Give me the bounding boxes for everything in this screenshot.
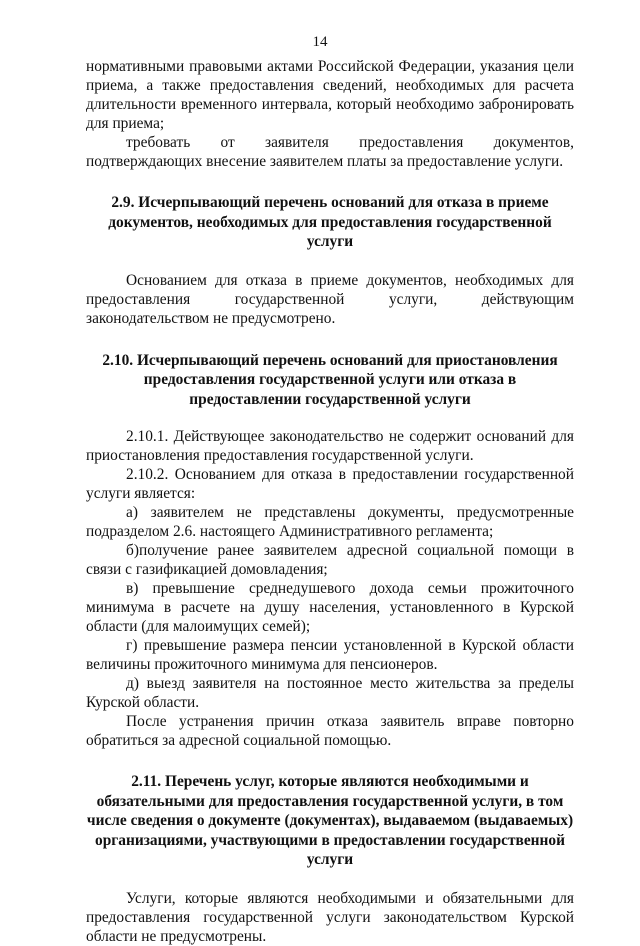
page-number: 14 bbox=[312, 34, 328, 50]
section-2-9-text: Основанием для отказа в приеме документов, необходимых для предоставления государственной услуги, действующим законодательством не предусмотрено. bbox=[86, 271, 574, 327]
page-content bbox=[86, 57, 574, 946]
paragraph-reapply: После устранения причин отказа заявитель вправе повторно обратиться за адресной социальной помощью. bbox=[86, 713, 574, 749]
paragraph-2-10-1: 2.10.1. Действующее законодательство не содержит оснований для приостановления предоставления государственной услуги. bbox=[86, 428, 574, 464]
section-heading-2-11: 2.11. Перечень услуг, которые являются необходимыми и обязательными для предоставления государственной услуги, в том числе сведения о документе (документах), выдаваемом (выдаваемых) организациями, участвующими в предоставлении государственной услуги bbox=[86, 773, 574, 868]
list-item-v: в) превышение среднедушевого дохода семьи прожиточного минимума в расчете на душу населения, установленного в Курской области (для малоимущих семей); bbox=[86, 580, 574, 635]
list-item-d: д) выезд заявителя на постоянное место жительства за пределы Курской области. bbox=[86, 675, 574, 711]
paragraph-payment-requirement: требовать от заявителя предоставления документов, подтверждающих внесение заявителем платы за предоставление услуги. bbox=[86, 134, 574, 170]
paragraph-2-10-2: 2.10.2. Основанием для отказа в предоставлении государственной услуги является: bbox=[86, 466, 574, 502]
section-2-11-text: Услуги, которые являются необходимыми и обязательными для предоставления государственной услуги законодательством Курской области не предусмотрены. bbox=[86, 889, 574, 945]
section-heading-2-10: 2.10. Исчерпывающий перечень оснований для приостановления предоставления государственной услуги или отказа в предоставлении государственной услуги bbox=[102, 351, 558, 408]
list-item-a: а) заявителем не представлены документы, предусмотренные подразделом 2.6. настоящего Административного регламента; bbox=[86, 504, 574, 540]
list-item-b: б)получение ранее заявителем адресной социальной помощи в связи с газификацией домовладения; bbox=[86, 542, 574, 578]
paragraph-continued: нормативными правовыми актами Российской Федерации, указания цели приема, а также предоставления сведений, необходимых для расчета длительности временного интервала, который необходимо забронировать для приема; bbox=[86, 58, 574, 132]
section-heading-2-9: 2.9. Исчерпывающий перечень оснований для отказа в приеме документов, необходимых для предоставления государственной услуги bbox=[108, 194, 552, 250]
list-item-g: г) превышение размера пенсии установленной в Курской области величины прожиточного минимума для пенсионеров. bbox=[86, 637, 574, 673]
